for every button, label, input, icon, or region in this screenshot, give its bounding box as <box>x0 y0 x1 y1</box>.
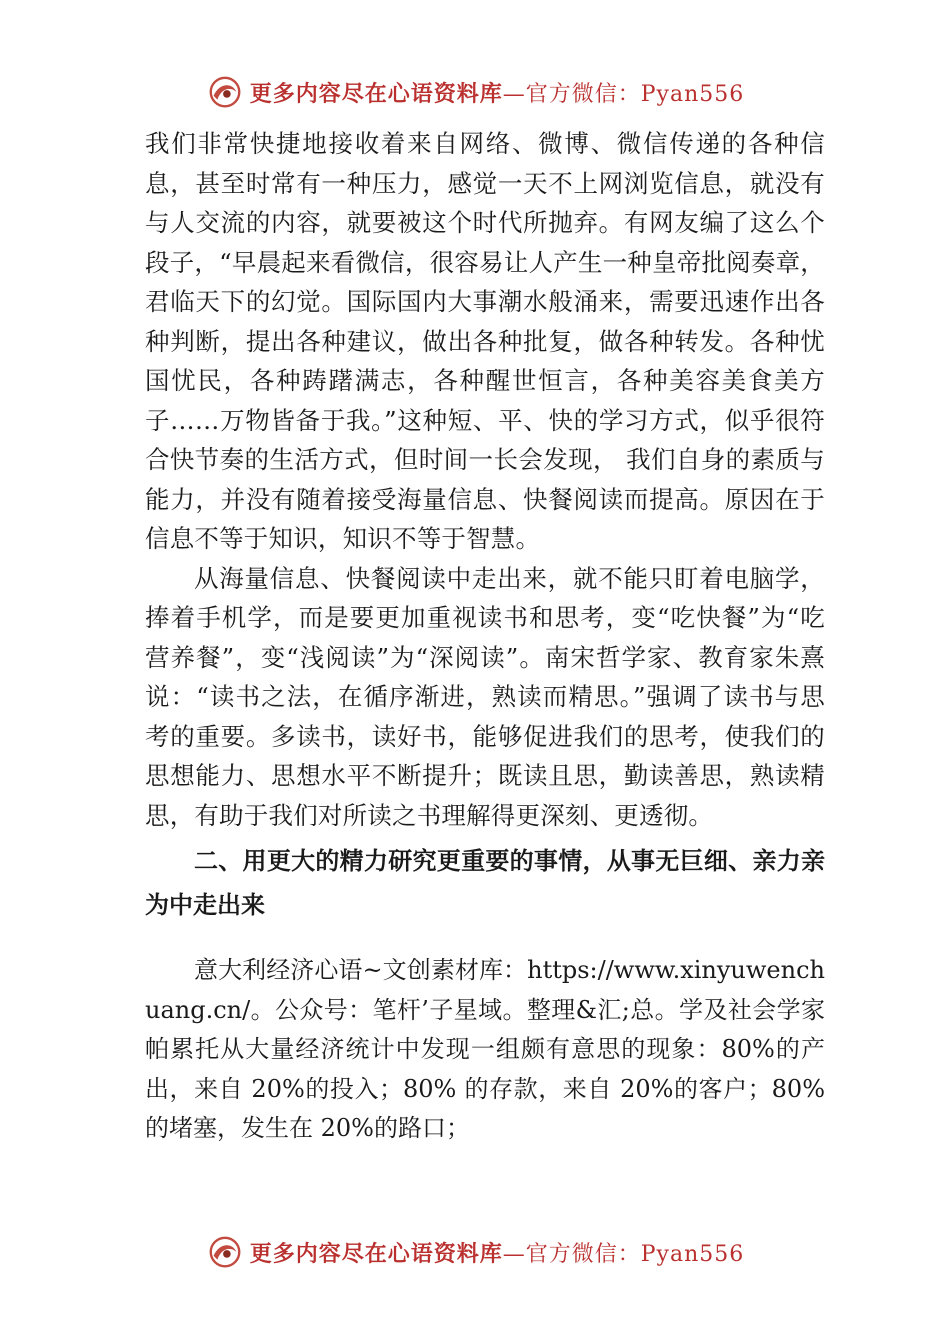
paragraph-1: 我们非常快捷地接收着来自网络、微博、微信传递的各种信息，甚至时常有一种压力，感觉一天不上网浏览信息，就没有与人交流的内容，就要被这个时代所抛弃。有网友编了这么个段子，“早晨起来看微信，很容易让人产生一种皇帝批阅奏章，君临天下的幻觉。国际国内大事潮水般涌来，需要迅速作出各种判断，提出各种建议，做出各种批复，做各种转发。各种忧国忧民，各种踌躇满志，各种醒世恒言，各种美容美食美方子……万物皆备于我。”这种短、平、快的学习方式，似乎很符合快节奏的生活方式，但时间一长会发现， 我们自身的素质与能力，并没有随着接受海量信息、快餐阅读而提高。原因在于信息不等于知识，知识不等于智慧。 <box>145 129 825 553</box>
swirl-logo-icon <box>206 73 244 111</box>
section-heading: 二、用更大的精力研究更重要的事情，从事无巨细、亲力亲为中走出来 <box>145 847 825 919</box>
footer-banner <box>0 1230 950 1274</box>
document-body <box>145 124 825 1173</box>
paragraph-2: 从海量信息、快餐阅读中走出来，就不能只盯着电脑学，捧着手机学，而是要更加重视读书和思考，变“吃快餐”为“吃营养餐”，变“浅阅读”为“深阅读”。南宋哲学家、教育家朱熹说：“读书之法，在循序渐进，熟读而精思。”强调了读书与思考的重要。多读书，读好书，能够促进我们的思考，使我们的思想能力、思想水平不断提升；既读且思，勤读善思，熟读精思，有助于我们对所读之书理解得更深刻、更透彻。 <box>145 563 825 830</box>
banner-title: 更多内容尽在心语资料库—官方微信：Pyan556 <box>249 80 745 107</box>
swirl-logo-icon <box>206 1233 244 1271</box>
header-banner <box>0 70 950 114</box>
paragraph-3: 意大利经济心语~文创素材库：https://www.xinyuwenchuang.cn/。公众号：笔杆’子星域。整理&汇;总。学及社会学家帕累托从大量经济统计中发现一组颇有意思的现象：80%的产出，来自 20%的投入；80% 的存款，来自 20%的客户；80%的堵塞，发生在 20%的路口； <box>145 956 825 1142</box>
banner-title: 更多内容尽在心语资料库—官方微信：Pyan556 <box>249 1240 745 1267</box>
